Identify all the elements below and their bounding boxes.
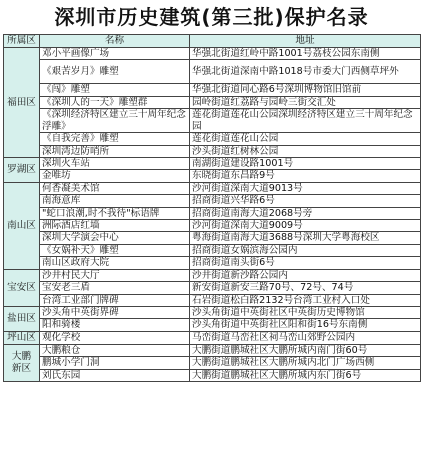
row-name: "蛇口浪潮,时不我待"标语牌	[40, 207, 190, 219]
table-row	[4, 220, 421, 232]
header-name: 名称	[40, 35, 190, 48]
row-address: 新安街道新安三路70号、72号、74号	[190, 282, 421, 294]
row-name: 《深圳人的一天》雕塑群	[40, 96, 190, 108]
row-address: 华强北街道深南中路1018号市委大门西侧草坪外	[190, 60, 421, 84]
table-row	[4, 84, 421, 96]
table-row	[4, 145, 421, 157]
row-address: 沙头角街道中英街社区阳和街16号东南侧	[190, 319, 421, 331]
table-row	[4, 331, 421, 344]
row-name: 金唯坊	[40, 170, 190, 182]
row-name: 台湾工业部门牌碑	[40, 294, 190, 306]
row-address: 沙井街道新沙路公园内	[190, 269, 421, 281]
row-name: 《女娲补天》雕塑	[40, 244, 190, 256]
row-name: 沙头角中英街界碑	[40, 306, 190, 318]
row-address: 石岩街道松白路2132号台湾工业村入口处	[190, 294, 421, 306]
table-row	[4, 60, 421, 84]
table-row	[4, 195, 421, 207]
row-name: 深圳火车站	[40, 158, 190, 170]
row-name: 《艰苦岁月》雕塑	[40, 60, 190, 84]
row-name: 《自我完善》雕塑	[40, 133, 190, 145]
district-cell-pingshan: 坪山区	[4, 331, 40, 344]
table-row	[4, 344, 421, 356]
row-address: 沙河街道深南大道9009号	[190, 220, 421, 232]
row-address: 华强北街道红岭中路1001号荔枝公园东南侧	[190, 48, 421, 60]
row-address: 华强北街道同心路6号深圳博物馆旧馆前	[190, 84, 421, 96]
table-row	[4, 207, 421, 219]
row-address: 沙头角街道中英街社区中英街历史博物馆	[190, 306, 421, 318]
row-address: 大鹏街道鹏城社区大鹏所城内北门广场西侧	[190, 357, 421, 369]
table-row	[4, 257, 421, 269]
district-cell-futian: 福田区	[4, 48, 40, 158]
table-row	[4, 232, 421, 244]
table-row	[4, 182, 421, 194]
district-cell-yantian: 盐田区	[4, 306, 40, 331]
row-name: 鹏城小学门洞	[40, 357, 190, 369]
table-row	[4, 319, 421, 331]
table-row	[4, 244, 421, 256]
row-address: 招商街道南海大道2068号旁	[190, 207, 421, 219]
row-name: 大鹏粮仓	[40, 344, 190, 356]
table-row	[4, 282, 421, 294]
table-row	[4, 306, 421, 318]
table-row	[4, 369, 421, 381]
header-district: 所属区	[4, 35, 40, 48]
row-name: 深圳大学演会中心	[40, 232, 190, 244]
row-name: 沙井村民大厅	[40, 269, 190, 281]
row-name: 宝安老三盾	[40, 282, 190, 294]
row-name: 阳和骑楼	[40, 319, 190, 331]
row-address: 东晓街道东昌路9号	[190, 170, 421, 182]
row-address: 招商街道女娲滨海公园内	[190, 244, 421, 256]
row-address: 莲花街道莲花山公园	[190, 133, 421, 145]
district-cell-dapeng: 大鹏 新区	[4, 344, 40, 381]
district-cell-luohu: 罗湖区	[4, 158, 40, 183]
row-name: 洲际酒店红墙	[40, 220, 190, 232]
table-row	[4, 294, 421, 306]
row-address: 招商街道南头街6号	[190, 257, 421, 269]
table-row	[4, 269, 421, 281]
table-row	[4, 158, 421, 170]
heritage-table	[3, 34, 421, 382]
row-address: 大鹏街道鹏城社区大鹏所城内东门街6号	[190, 369, 421, 381]
table-row	[4, 96, 421, 108]
row-address: 沙河街道深南大道9013号	[190, 182, 421, 194]
row-name: 邓小平画像广场	[40, 48, 190, 60]
row-name: 《深圳经济特区建立三十周年纪念浮雕》	[40, 109, 190, 133]
row-name: 深圳湾边防哨所	[40, 145, 190, 157]
row-name: 观化学校	[40, 331, 190, 344]
table-row	[4, 133, 421, 145]
row-name: 刘氏东园	[40, 369, 190, 381]
district-cell-nanshan: 南山区	[4, 182, 40, 269]
row-address: 粤海街道南海大道3688号深圳大学粤海校区	[190, 232, 421, 244]
row-name: 何香凝美术馆	[40, 182, 190, 194]
table-row	[4, 357, 421, 369]
header-address: 地址	[190, 35, 421, 48]
page-title: 深圳市历史建筑(第三批)保护名录	[54, 5, 369, 29]
table-row	[4, 48, 421, 60]
row-address: 大鹏街道鹏城社区大鹏所城内南门街60号	[190, 344, 421, 356]
row-address: 莲花街道莲花山公园深圳经济特区建立三十周年纪念园	[190, 109, 421, 133]
table-row	[4, 109, 421, 133]
row-name: 《闯》雕塑	[40, 84, 190, 96]
row-address: 南湖街道建设路1001号	[190, 158, 421, 170]
row-name: 南山区政府大院	[40, 257, 190, 269]
row-name: 南海意库	[40, 195, 190, 207]
table-header-row	[4, 35, 421, 48]
district-cell-baoan: 宝安区	[4, 269, 40, 306]
row-address: 招商街道兴华路6号	[190, 195, 421, 207]
row-address: 沙头街道红树林公园	[190, 145, 421, 157]
row-address: 园岭街道红荔路与园岭三街交汇处	[190, 96, 421, 108]
table-row	[4, 170, 421, 182]
row-address: 马峦街道马峦社区祠马峦山郊野公园内	[190, 331, 421, 344]
